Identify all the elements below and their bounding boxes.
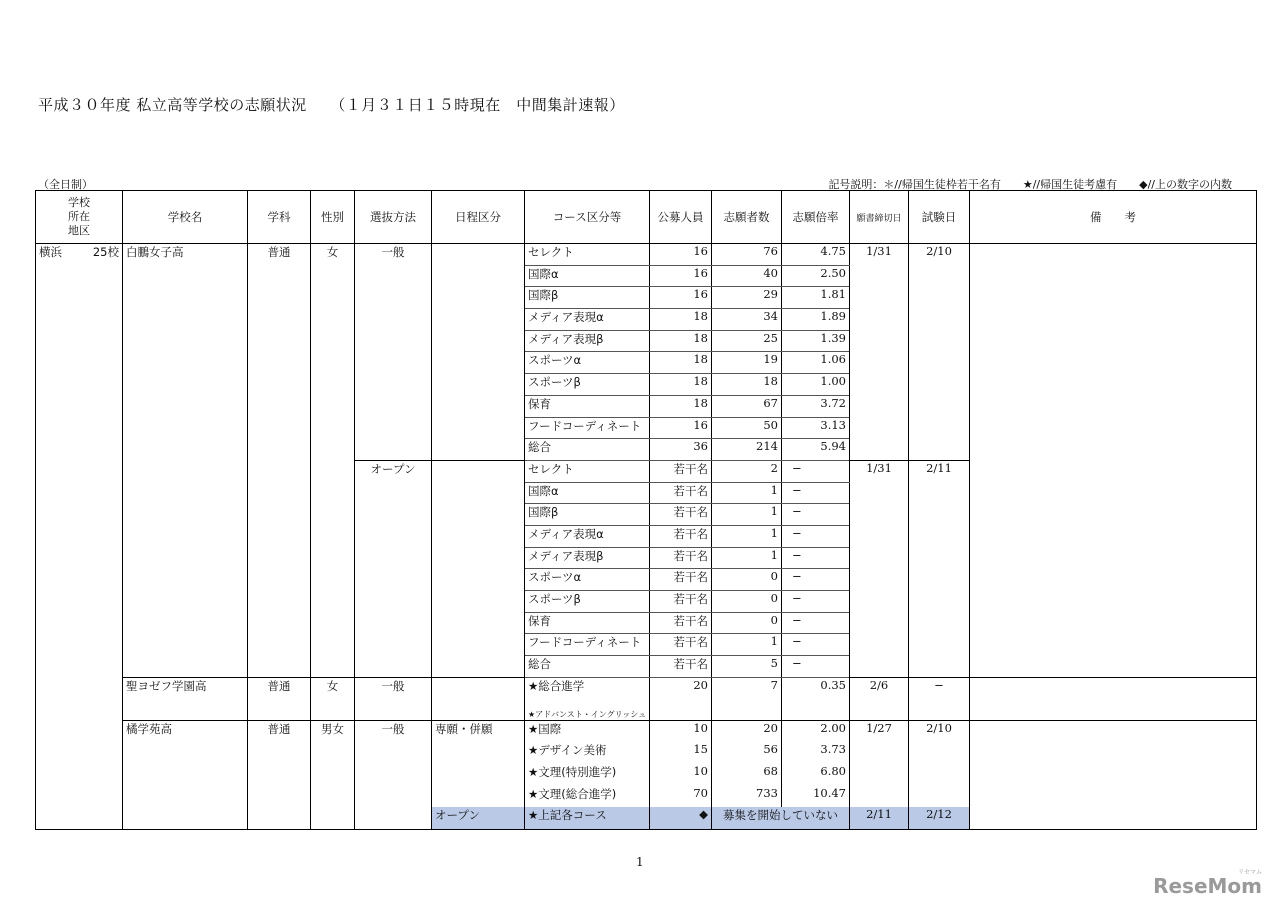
capacity-cell: 16 <box>650 417 712 439</box>
course-cell: スポーツβ <box>525 591 650 613</box>
notes-cell <box>970 244 1257 678</box>
ratio-cell: − <box>782 634 850 656</box>
ratio-cell: 3.72 <box>782 395 850 417</box>
ratio-cell: 1.39 <box>782 330 850 352</box>
course-cell: 国際β <box>525 287 650 309</box>
status-cell: 募集を開始していない <box>712 807 850 829</box>
ratio-cell: 1.89 <box>782 309 850 331</box>
table-row <box>36 721 1257 743</box>
applicants-cell: 29 <box>712 287 782 309</box>
applicants-cell: 20 <box>712 721 782 743</box>
schedule-cell <box>432 244 525 461</box>
school-gender: 男女 <box>311 721 355 829</box>
notes-cell <box>970 677 1257 720</box>
ratio-cell: 0.35 <box>782 677 850 720</box>
capacity-cell: 16 <box>650 287 712 309</box>
page-title: 平成３０年度 私立高等学校の志願状況 （１月３１日１５時現在 中間集計速報） <box>38 96 625 114</box>
area-count: 25校 <box>92 245 119 259</box>
header-course: コース区分等 <box>525 191 650 244</box>
ratio-cell: 1.06 <box>782 352 850 374</box>
capacity-cell: 15 <box>650 742 712 764</box>
school-name: 聖ヨゼフ学園高 <box>123 677 248 720</box>
schedule-cell: オープン <box>432 807 525 829</box>
header-area: 学校 所在 地区 <box>36 191 123 244</box>
applicants-cell: 1 <box>712 504 782 526</box>
exam-cell: 2/10 <box>909 721 970 808</box>
applicants-cell: 56 <box>712 742 782 764</box>
header-method: 選抜方法 <box>355 191 432 244</box>
area-cell <box>36 244 123 830</box>
course-cell: セレクト <box>525 460 650 482</box>
exam-cell: − <box>909 677 970 720</box>
school-dept: 普通 <box>248 721 311 829</box>
ratio-cell: − <box>782 656 850 678</box>
ratio-cell: − <box>782 547 850 569</box>
capacity-cell: ◆ <box>650 807 712 829</box>
capacity-cell: 若干名 <box>650 504 712 526</box>
deadline-cell: 2/11 <box>850 807 909 829</box>
applicants-cell: 68 <box>712 764 782 786</box>
header-applicants: 志願者数 <box>712 191 782 244</box>
applicants-cell: 34 <box>712 309 782 331</box>
capacity-cell: 18 <box>650 330 712 352</box>
capacity-cell: 20 <box>650 677 712 720</box>
header-schedule: 日程区分 <box>432 191 525 244</box>
header-notes: 備 考 <box>970 191 1257 244</box>
ratio-cell: − <box>782 591 850 613</box>
area-name: 横浜 <box>39 245 62 259</box>
method-cell: オープン <box>355 460 432 677</box>
capacity-cell: 18 <box>650 395 712 417</box>
method-cell: 一般 <box>355 244 432 461</box>
capacity-cell: 若干名 <box>650 656 712 678</box>
course-cell: ★総合進学 <box>525 677 650 699</box>
table-row <box>36 244 1257 266</box>
applicants-cell: 18 <box>712 374 782 396</box>
course-cell: ★文理(特別進学) <box>525 764 650 786</box>
schedule-cell <box>432 677 525 720</box>
ratio-cell: 1.81 <box>782 287 850 309</box>
capacity-cell: 若干名 <box>650 569 712 591</box>
capacity-cell: 若干名 <box>650 612 712 634</box>
ratio-cell: 3.13 <box>782 417 850 439</box>
deadline-cell: 1/31 <box>850 460 909 677</box>
ratio-cell: − <box>782 504 850 526</box>
course-cell: スポーツβ <box>525 374 650 396</box>
capacity-cell: 若干名 <box>650 525 712 547</box>
course-cell: 保育 <box>525 612 650 634</box>
capacity-cell: 36 <box>650 439 712 461</box>
applicants-cell: 19 <box>712 352 782 374</box>
course-cell: 保育 <box>525 395 650 417</box>
capacity-cell: 70 <box>650 786 712 808</box>
course-cell: 国際β <box>525 504 650 526</box>
school-dept: 普通 <box>248 244 311 678</box>
applicants-cell: 214 <box>712 439 782 461</box>
capacity-cell: 18 <box>650 352 712 374</box>
school-name: 白鵬女子高 <box>123 244 248 678</box>
ratio-cell: − <box>782 460 850 482</box>
applicants-cell: 76 <box>712 244 782 266</box>
schedule-cell: 専願・併願 <box>432 721 525 808</box>
applicants-cell: 733 <box>712 786 782 808</box>
course-cell: 総合 <box>525 439 650 461</box>
logo-ruby: リセマム <box>1238 869 1262 876</box>
capacity-cell: 16 <box>650 265 712 287</box>
course-cell: 国際α <box>525 482 650 504</box>
capacity-cell: 18 <box>650 374 712 396</box>
capacity-cell: 10 <box>650 764 712 786</box>
school-gender: 女 <box>311 677 355 720</box>
applicants-cell: 0 <box>712 569 782 591</box>
course-cell: ★上記各コース <box>525 807 650 829</box>
capacity-cell: 若干名 <box>650 482 712 504</box>
header-gender: 性別 <box>311 191 355 244</box>
course-cell: ★国際 <box>525 721 650 743</box>
ratio-cell: 2.00 <box>782 721 850 743</box>
applicants-cell: 1 <box>712 525 782 547</box>
deadline-cell: 1/31 <box>850 244 909 461</box>
applicants-cell: 0 <box>712 591 782 613</box>
capacity-cell: 10 <box>650 721 712 743</box>
course-cell: メディア表現β <box>525 330 650 352</box>
course-cell: メディア表現α <box>525 309 650 331</box>
course-cell: スポーツα <box>525 352 650 374</box>
header-dept: 学科 <box>248 191 311 244</box>
applicants-cell: 0 <box>712 612 782 634</box>
page-number: 1 <box>636 855 644 869</box>
applicants-cell: 1 <box>712 547 782 569</box>
header-exam: 試験日 <box>909 191 970 244</box>
applicants-cell: 5 <box>712 656 782 678</box>
course-cell: セレクト <box>525 244 650 266</box>
course-cell: フードコーディネート <box>525 634 650 656</box>
method-cell: 一般 <box>355 721 432 829</box>
ratio-cell: 4.75 <box>782 244 850 266</box>
capacity-cell: 若干名 <box>650 460 712 482</box>
deadline-cell: 2/6 <box>850 677 909 720</box>
exam-cell: 2/10 <box>909 244 970 461</box>
course-cell: メディア表現α <box>525 525 650 547</box>
course-cell: 総合 <box>525 656 650 678</box>
course-cell: スポーツα <box>525 569 650 591</box>
applicants-cell: 1 <box>712 634 782 656</box>
course-cell: 国際α <box>525 265 650 287</box>
course-cell: ★文理(総合進学) <box>525 786 650 808</box>
exam-cell: 2/12 <box>909 807 970 829</box>
capacity-cell: 16 <box>650 244 712 266</box>
ratio-cell: − <box>782 612 850 634</box>
applicants-cell: 40 <box>712 265 782 287</box>
school-gender: 女 <box>311 244 355 678</box>
header-deadline: 願書締切日 <box>850 191 909 244</box>
applicants-cell: 1 <box>712 482 782 504</box>
ratio-cell: 5.94 <box>782 439 850 461</box>
ratio-cell: 10.47 <box>782 786 850 808</box>
ratio-cell: 2.50 <box>782 265 850 287</box>
ratio-cell: − <box>782 525 850 547</box>
header-school: 学校名 <box>123 191 248 244</box>
schedule-cell <box>432 460 525 677</box>
table-row <box>36 677 1257 699</box>
capacity-cell: 若干名 <box>650 591 712 613</box>
ratio-cell: − <box>782 569 850 591</box>
capacity-cell: 18 <box>650 309 712 331</box>
ratio-cell: 3.73 <box>782 742 850 764</box>
method-cell: 一般 <box>355 677 432 720</box>
school-name: 橘学苑高 <box>123 721 248 829</box>
category-label: （全日制） <box>38 178 93 191</box>
legend: 記号説明：＊//帰国生徒枠若干名有 ★//帰国生徒考慮有 ◆//上の数字の内数 <box>828 178 1232 191</box>
applications-table <box>35 190 1257 830</box>
course-cell: メディア表現β <box>525 547 650 569</box>
applicants-cell: 7 <box>712 677 782 720</box>
course-cell: ★デザイン美術 <box>525 742 650 764</box>
applicants-cell: 25 <box>712 330 782 352</box>
header-ratio: 志願倍率 <box>782 191 850 244</box>
ratio-cell: 1.00 <box>782 374 850 396</box>
deadline-cell: 1/27 <box>850 721 909 808</box>
course-cell: フードコーディネート <box>525 417 650 439</box>
ratio-cell: 6.80 <box>782 764 850 786</box>
ratio-cell: − <box>782 482 850 504</box>
applicants-cell: 50 <box>712 417 782 439</box>
applicants-cell: 2 <box>712 460 782 482</box>
logo-text: ReseMom <box>1153 874 1262 898</box>
applicants-cell: 67 <box>712 395 782 417</box>
notes-cell <box>970 721 1257 829</box>
school-dept: 普通 <box>248 677 311 720</box>
resemom-logo <box>1153 866 1264 900</box>
header-capacity: 公募人員 <box>650 191 712 244</box>
capacity-cell: 若干名 <box>650 634 712 656</box>
table-body <box>36 244 1257 830</box>
capacity-cell: 若干名 <box>650 547 712 569</box>
exam-cell: 2/11 <box>909 460 970 677</box>
course-cell: ★アドバンスト・イングリッシュ <box>525 699 650 721</box>
